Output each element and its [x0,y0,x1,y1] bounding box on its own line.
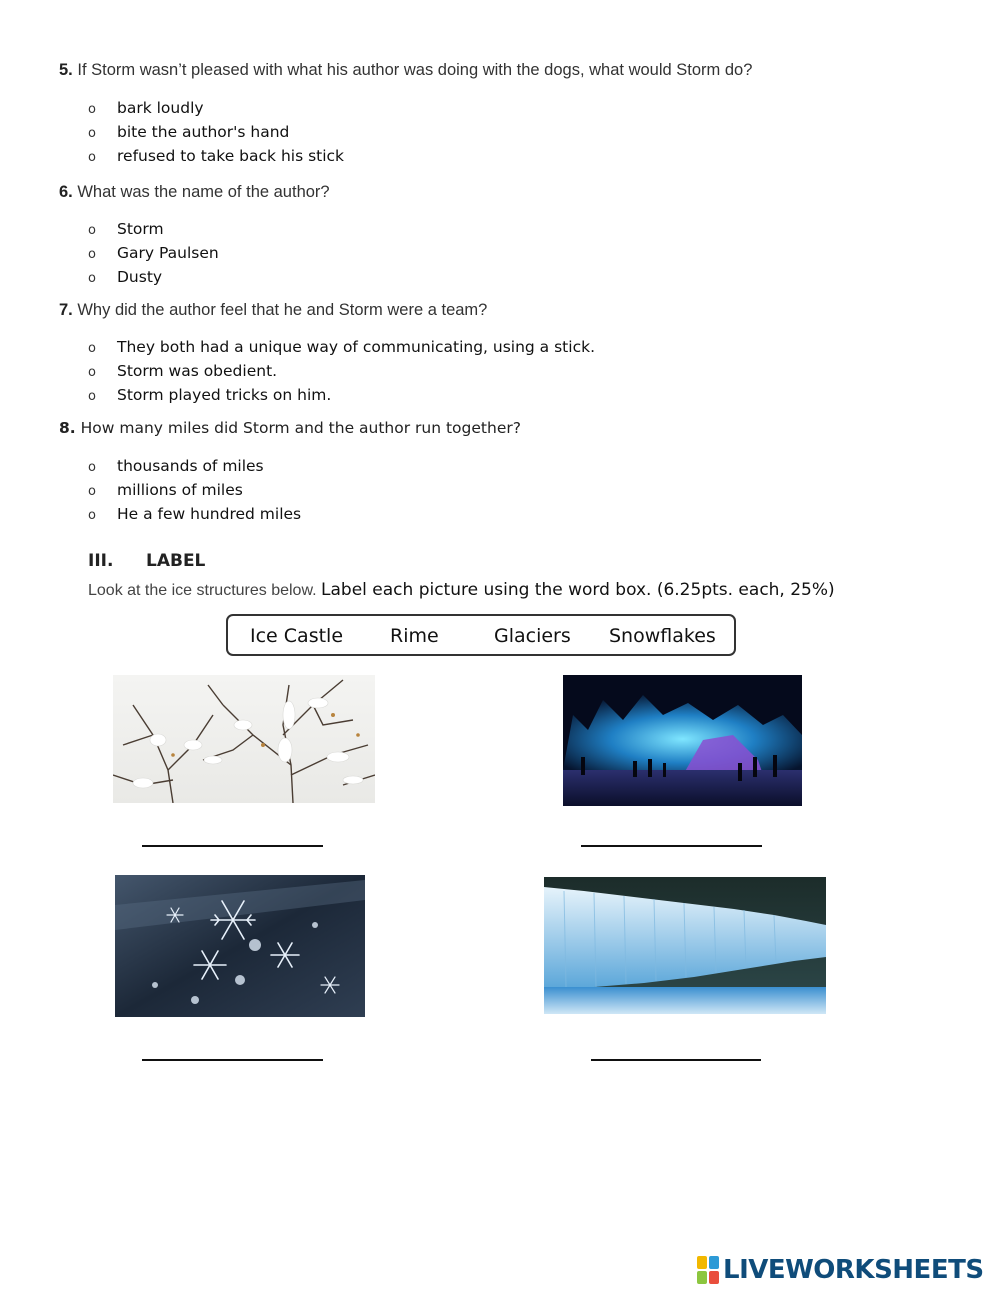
bullet-icon: o [88,484,96,499]
option[interactable]: o bite the author's hand [88,120,344,144]
question-text: What was the name of the author? [77,183,330,201]
section-number: III. [88,551,114,571]
option[interactable]: o Storm was obedient. [88,359,595,383]
word-box-item: Glaciers [494,625,571,647]
instructions-part2: Label each picture using the word box. (6.25pts. each, 25%) [321,580,835,600]
question-text: How many miles did Storm and the author run together? [80,419,521,437]
answer-blank-2[interactable] [581,845,762,847]
question-6-options [88,217,219,289]
option[interactable]: o thousands of miles [88,454,301,478]
option[interactable]: o Gary Paulsen [88,241,219,265]
bullet-icon: o [88,223,96,238]
snowflakes-picture [115,875,365,1017]
bullet-icon: o [88,247,96,262]
ice-castle-picture [563,675,802,806]
option[interactable]: o They both had a unique way of communicating, using a stick. [88,335,595,359]
word-box [226,614,736,656]
option[interactable]: o He a few hundred miles [88,502,301,526]
bullet-icon: o [88,365,96,380]
logo-mark-icon [697,1256,719,1284]
question-6 [59,183,330,202]
answer-blank-1[interactable] [142,845,323,847]
option[interactable]: o Dusty [88,265,219,289]
bullet-icon: o [88,150,96,165]
option[interactable]: o Storm [88,217,219,241]
option[interactable]: o Storm played tricks on him. [88,383,595,407]
answer-blank-4[interactable] [591,1059,761,1061]
bullet-icon: o [88,341,96,356]
option[interactable]: o millions of miles [88,478,301,502]
option[interactable]: o bark loudly [88,96,344,120]
question-text: If Storm wasn’t pleased with what his author was doing with the dogs, what would Storm do? [77,61,753,79]
question-8-options [88,454,301,526]
question-5 [59,61,752,80]
question-text: Why did the author feel that he and Storm were a team? [77,301,488,319]
question-5-options [88,96,344,168]
bullet-icon: o [88,102,96,117]
question-8 [59,419,521,437]
question-number: 6. [59,183,73,201]
question-7 [59,301,487,320]
bullet-icon: o [88,126,96,141]
rime-picture [113,675,375,803]
question-number: 7. [59,301,73,319]
instructions-part1: Look at the ice structures below. [88,582,317,599]
word-box-item: Rime [390,625,439,647]
bullet-icon: o [88,508,96,523]
option[interactable]: o refused to take back his stick [88,144,344,168]
question-number: 8. [59,419,76,437]
word-box-item: Ice Castle [250,625,344,647]
section-heading [88,551,205,571]
answer-blank-3[interactable] [142,1059,323,1061]
logo-text: LIVEWORKSHEETS [723,1255,984,1285]
instructions [88,580,835,600]
question-number: 5. [59,61,73,79]
glaciers-picture [544,877,826,1014]
section-title: LABEL [146,551,206,571]
word-box-item: Snowflakes [609,625,716,647]
question-7-options [88,335,595,407]
liveworksheets-logo [697,1254,984,1286]
bullet-icon: o [88,389,96,404]
bullet-icon: o [88,271,96,286]
bullet-icon: o [88,460,96,475]
